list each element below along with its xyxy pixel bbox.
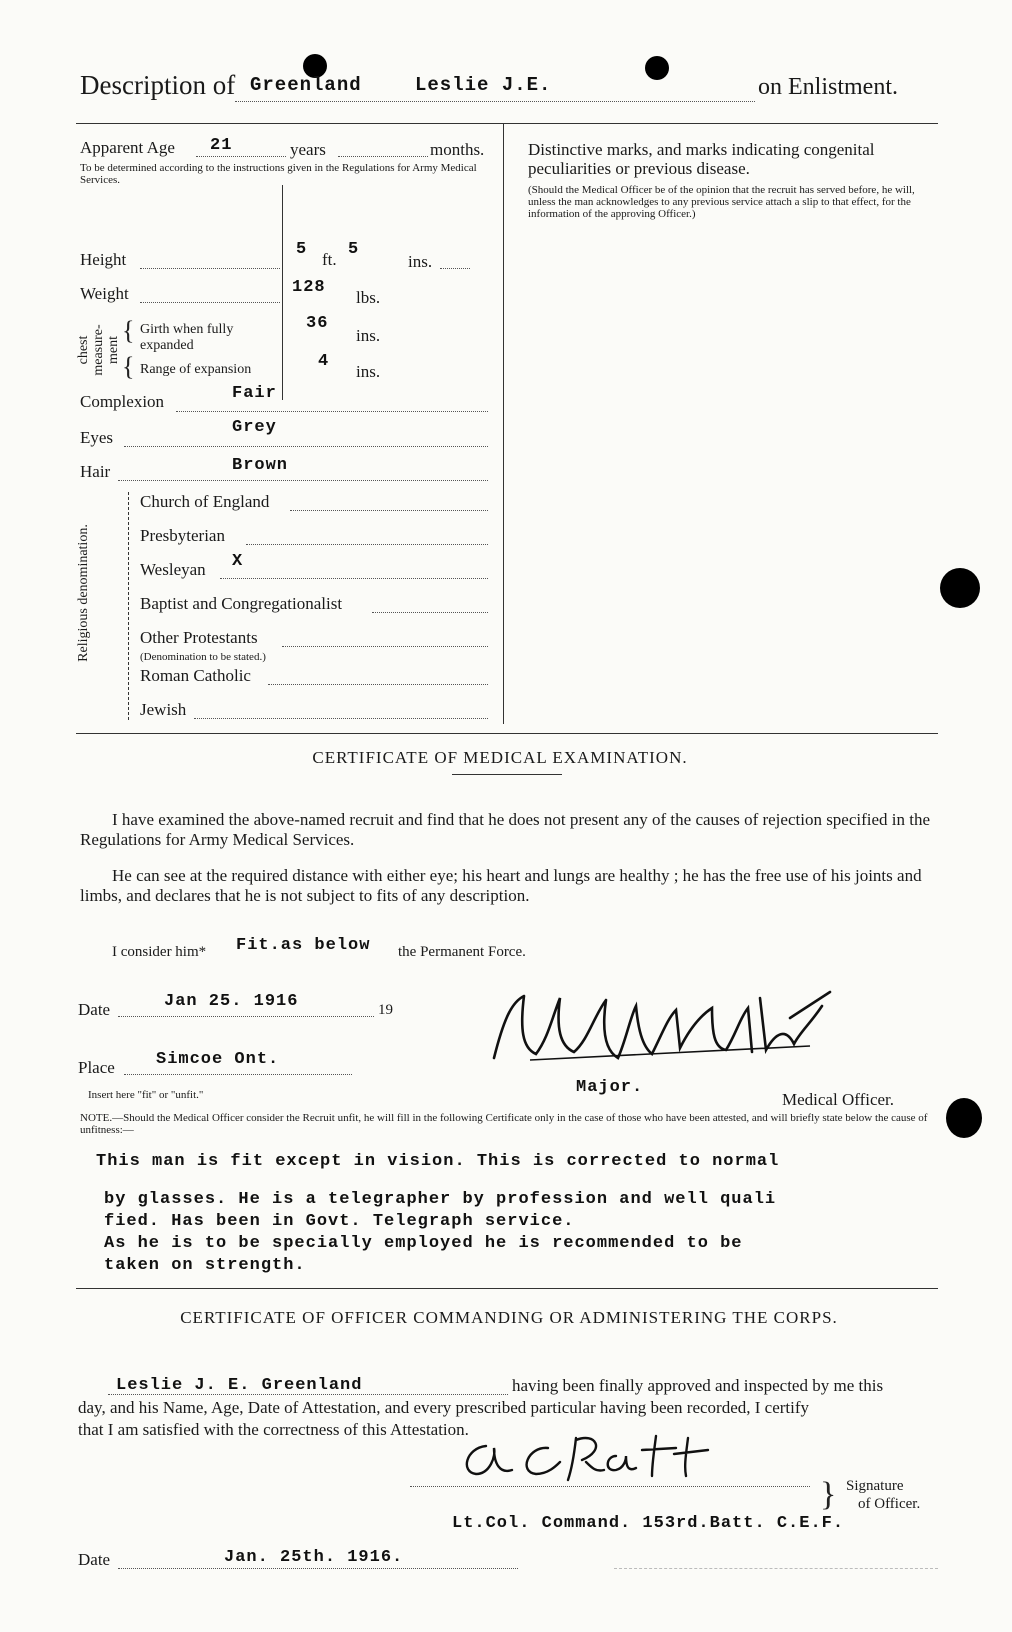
hair-value: Brown (232, 456, 289, 475)
eyes-label: Eyes (80, 428, 114, 447)
commanding-title: CERTIFICATE OF OFFICER COMMANDING OR ADMINISTERING THE CORPS. (180, 1308, 838, 1327)
medical-date-label: Date (78, 1000, 111, 1019)
commanding-name-value: Leslie J. E. Greenland (116, 1376, 363, 1395)
medical-date-value: Jan 25. 1916 (164, 992, 299, 1011)
range-label: Range of expansion (140, 362, 252, 377)
medical-para-1: I have examined the above-named recruit and find that he does not present any of the causes of rejection specified in the Regulations for Army Medical Services. (80, 810, 931, 849)
header-given-names: Leslie J.E. (415, 74, 552, 96)
religion-item: Presbyterian (140, 526, 225, 545)
commanding-officer-signature (456, 1432, 746, 1492)
range-value: 4 (318, 352, 330, 371)
religion-item: Other Protestants (140, 628, 258, 647)
consider-value: Fit.as below (236, 936, 371, 955)
header-rule (76, 123, 938, 124)
height-ft-value: 5 (296, 240, 308, 259)
lbs-label: lbs. (356, 288, 381, 307)
medical-para-2: He can see at the required distance with either eye; his heart and lungs are healthy ; he has the free use of his joints and limbs, and declares that he is not subject to fits of any description. (80, 866, 922, 905)
section-rule (76, 733, 938, 734)
religion-label: Religious denomination. (76, 524, 91, 662)
hair-label: Hair (80, 462, 111, 481)
religion-item: Church of England (140, 492, 270, 511)
years-label: years (290, 140, 326, 159)
religion-mark: X (232, 552, 244, 571)
medical-officer-label: Medical Officer. (782, 1090, 895, 1109)
header-suffix: on Enlistment. (758, 74, 898, 100)
commanding-line-3: that I am satisfied with the correctness of this Attestation. (78, 1420, 469, 1439)
medical-note: NOTE.—Should the Medical Officer consider the Recruit unfit, he will fill in the following Certificate only in the case of those who have been attested, and will briefly state below the cause of unfitness:— (80, 1112, 928, 1136)
signature-label-2: of Officer. (858, 1496, 921, 1512)
remark-line: by glasses. He is a telegrapher by profession and well quali (104, 1190, 777, 1209)
months-label: months. (430, 140, 485, 159)
medical-date-year: 19 (378, 1002, 393, 1018)
medical-place-value: Simcoe Ont. (156, 1050, 280, 1069)
girth-label: Girth when fully expanded (140, 322, 234, 353)
weight-label: Weight (80, 284, 129, 303)
commanding-line-2: day, and his Name, Age, Date of Attestation, and every prescribed particular having been recorded, I certify (78, 1398, 810, 1417)
insert-note: Insert here "fit" or "unfit." (88, 1089, 204, 1101)
height-label: Height (80, 250, 127, 269)
girth-value: 36 (306, 314, 329, 333)
religion-item: Jewish (140, 700, 187, 719)
commanding-title-value: Lt.Col. Command. 153rd.Batt. C.E.F. (452, 1514, 845, 1533)
height-ins-label: ins. (408, 252, 433, 271)
measure-divider (282, 185, 283, 400)
girth-ins-label: ins. (356, 326, 381, 345)
religion-item: Wesleyan (140, 560, 206, 579)
marks-note: (Should the Medical Officer be of the opinion that the recruit has served before, he will, unless the man acknowledges to any previous service attach a slip to that effect, for the information of the approving Officer.) (528, 184, 915, 220)
medical-title: CERTIFICATE OF MEDICAL EXAMINATION. (312, 748, 688, 767)
remark-line: taken on strength. (104, 1256, 306, 1275)
remark-line: As he is to be specially employed he is recommended to be (104, 1234, 743, 1253)
religion-item: Baptist and Congregationalist (140, 594, 343, 613)
age-note: To be determined according to the instructions given in the Regulations for Army Medical Services. (80, 162, 477, 186)
marks-label: Distinctive marks, and marks indicating congenital peculiarities or previous disease. (528, 140, 875, 178)
eyes-value: Grey (232, 418, 277, 437)
religion-item: Roman Catholic (140, 666, 251, 685)
medical-rank: Major. (576, 1078, 644, 1097)
age-value: 21 (210, 136, 233, 155)
complexion-label: Complexion (80, 392, 165, 411)
commanding-line-1: having been finally approved and inspected by me this (512, 1376, 884, 1395)
remark-line: fied. Has been in Govt. Telegraph service. (104, 1212, 575, 1231)
other-protestants-note: (Denomination to be stated.) (140, 651, 266, 663)
medical-place-label: Place (78, 1058, 115, 1077)
commanding-date-label: Date (78, 1550, 111, 1569)
punch-hole (940, 568, 980, 608)
height-in-value: 5 (348, 240, 360, 259)
consider-prefix: I consider him* (112, 944, 207, 960)
commanding-date-value: Jan. 25th. 1916. (224, 1548, 404, 1567)
signature-label-1: Signature (846, 1478, 904, 1494)
section-rule (76, 1288, 938, 1289)
complexion-value: Fair (232, 384, 277, 403)
ft-label: ft. (322, 250, 337, 269)
punch-hole (645, 56, 669, 80)
weight-value: 128 (292, 278, 326, 297)
age-label: Apparent Age (80, 138, 175, 157)
range-ins-label: ins. (356, 362, 381, 381)
remark-line: This man is fit except in vision. This is corrected to normal (96, 1152, 780, 1171)
chest-label: chest measure-ment (76, 324, 121, 376)
consider-suffix: the Permanent Force. (398, 944, 526, 960)
medical-officer-signature (490, 988, 870, 1078)
header-surname: Greenland (250, 74, 362, 96)
column-divider (503, 124, 504, 724)
header-prefix: Description of (80, 70, 236, 100)
